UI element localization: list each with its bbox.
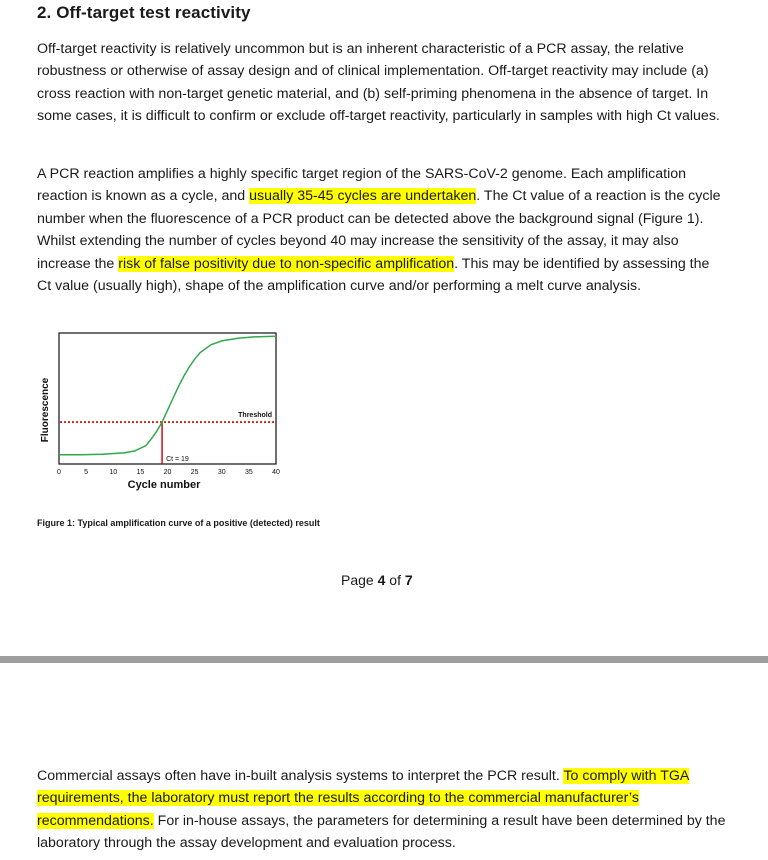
amplification-curve [59,336,276,455]
x-tick-label: 35 [244,469,253,476]
paragraph-pcr-cycles [37,163,727,297]
page-prefix: Page [341,572,378,588]
x-axis-label: Cycle number [127,479,201,491]
para3-text-2: For in-house assays, the parameters for determining a result have been determined by the laboratory through the assay development and evaluation process. [37,812,726,852]
x-tick-label: 0 [57,469,61,476]
ct-label: Ct = 19 [166,456,189,463]
highlight-tga: To comply with TGA requirements, the laboratory must report the results according to the commercial manufacturer’s recommendations. [37,768,690,829]
highlight-cycles: usually 35-45 cycles are undertaken [249,188,477,205]
plot-frame [59,333,276,464]
highlight-false-positivity: risk of false positivity due to non-specific amplification [118,255,455,272]
para2-text-1: A PCR reaction amplifies a highly specific target region of the SARS-CoV-2 genome. Each amplification reaction is known as a cycle, and [37,166,687,205]
page-middle: of [385,572,405,588]
paragraph-commercial-assays [37,765,727,855]
page-divider [0,656,768,663]
x-tick-label: 5 [84,469,89,476]
x-tick-label: 10 [109,469,118,476]
threshold-label: Threshold [238,412,272,420]
y-axis-label: Fluorescence [40,377,51,443]
paragraph-off-target: Off-target reactivity is relatively uncommon but is an inherent characteristic of a PCR assay, the relative robustness or otherwise of assay design and of clinical implementation. Off-target reactivity may include (a) cross reaction with non-target genetic material, and (b) self-priming phenomena in the absence of target. In some cases, it is difficult to confirm or exclude off-target reactivity, particularly in samples with high Ct values. [37,41,720,125]
para2-text-2: . The Ct value of a reaction is the cycle number when the fluorescence of a PCR product can be detected above the background signal (Figure 1). Whilst extending the number of cycles beyond 40 may increase the sensitivity of the assay, it may also increase the [37,188,721,272]
page-total: 7 [404,572,413,588]
x-tick-label: 40 [272,469,280,476]
para3-text-1: Commercial assays often have in-built analysis systems to interpret the PCR result. [37,768,564,784]
para2-text-3: . This may be identified by assessing the Ct value (usually high), shape of the amplification curve and/or performing a melt curve analysis. [37,255,710,295]
section-heading: 2. Off-target test reactivity [37,3,251,22]
figure-caption: Figure 1: Typical amplification curve of a positive (detected) result [37,518,320,528]
x-tick-label: 20 [163,469,172,476]
page-number [341,572,413,588]
amplification-figure [36,330,286,495]
page-current: 4 [377,572,386,588]
x-tick-label: 15 [136,469,145,476]
x-tick-label: 30 [217,469,226,476]
amplification-chart [36,330,286,495]
x-tick-label: 25 [190,469,199,476]
